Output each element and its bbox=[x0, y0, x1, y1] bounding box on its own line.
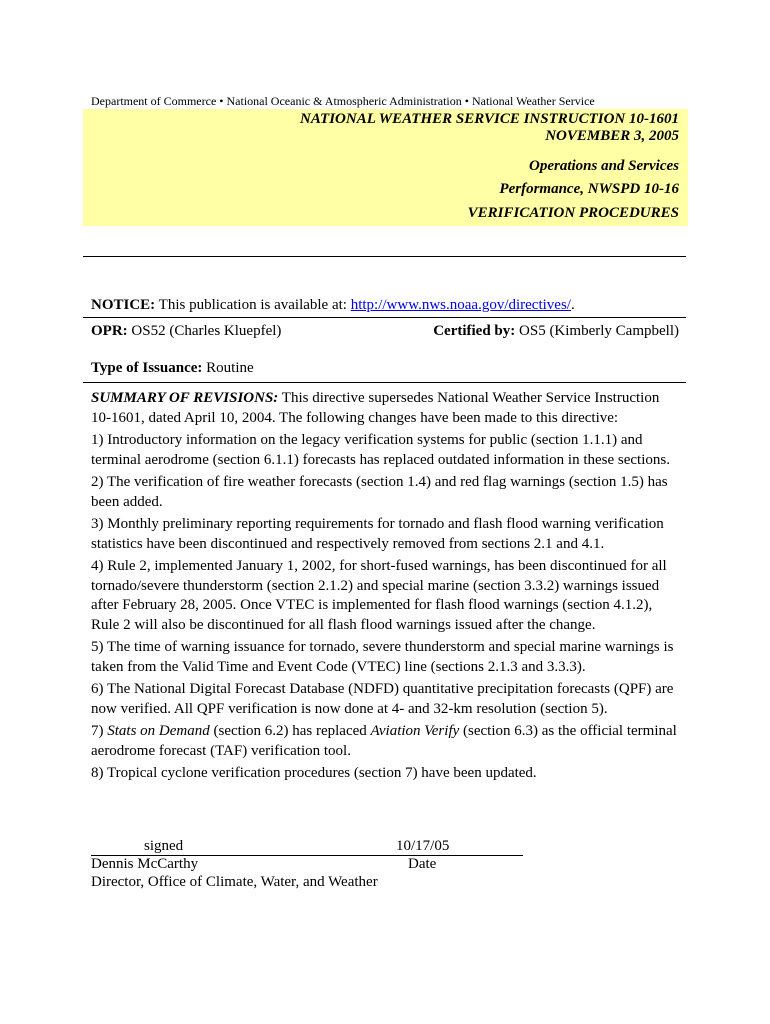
revision-item: 7) Stats on Demand (section 6.2) has replaced Aviation Verify (section 6.3) as the official terminal aerodrome forecast (TAF) verification tool. bbox=[91, 723, 677, 759]
policy-directive: Performance, NWSPD 10-16 bbox=[499, 181, 679, 197]
issuance-line bbox=[91, 360, 254, 377]
notice-label: NOTICE: bbox=[91, 297, 156, 313]
notice-text: This publication is available at: bbox=[158, 297, 347, 313]
date-label: Date bbox=[408, 856, 437, 872]
revision-item: 1) Introductory information on the legacy verification systems for public (section 1.1.1) and terminal aerodrome (section 6.1.1) forecasts has replaced outdated information in these sections. bbox=[91, 432, 670, 468]
revision-item: 2) The verification of fire weather forecasts (section 1.4) and red flag warnings (section 1.5) has been added. bbox=[91, 474, 668, 510]
title-banner bbox=[83, 109, 688, 226]
department-line: Department of Commerce • National Oceanic & Atmospheric Administration • National Weather Service bbox=[91, 94, 595, 108]
signature-line bbox=[91, 837, 316, 856]
signer-title: Director, Office of Climate, Water, and Weather bbox=[91, 874, 378, 890]
instruction-date: NOVEMBER 3, 2005 bbox=[545, 128, 679, 144]
certified-value: OS5 (Kimberly Campbell) bbox=[519, 323, 679, 339]
directives-link[interactable]: http://www.nws.noaa.gov/directives/ bbox=[350, 297, 571, 313]
signed-text: signed bbox=[144, 838, 184, 854]
opr-value: OS52 (Charles Kluepfel) bbox=[131, 323, 282, 339]
summary-intro-text: This directive supersedes National Weather Service Instruction 10-1601, dated April 10, 2004. The following changes have been made to this directive: bbox=[91, 390, 660, 426]
revision-item: 5) The time of warning issuance for tornado, severe thunderstorm and special marine warnings is taken from the Valid Time and Event Code (VTEC) line (sections 2.1.3 and 3.3.3). bbox=[91, 639, 674, 675]
certified-label: Certified by: bbox=[433, 323, 516, 339]
issuance-label: Type of Issuance: bbox=[91, 360, 203, 376]
signer-name: Dennis McCarthy bbox=[91, 856, 199, 872]
header-divider bbox=[83, 256, 686, 257]
aviation-verify: Aviation Verify bbox=[370, 723, 460, 739]
notice-divider bbox=[83, 317, 686, 318]
issuance-divider bbox=[83, 382, 686, 383]
revision-item: 3) Monthly preliminary reporting requirements for tornado and flash flood warning verification statistics have been discontinued and respectively removed from sections 2.1 and 4.1. bbox=[91, 516, 664, 552]
summary-of-revisions bbox=[91, 389, 681, 787]
opr-line bbox=[91, 323, 281, 340]
certified-line bbox=[433, 323, 679, 340]
revision-item: 8) Tropical cyclone verification procedures (section 7) have been updated. bbox=[91, 765, 537, 781]
notice-trailing: . bbox=[570, 297, 575, 313]
document-title: VERIFICATION PROCEDURES bbox=[467, 205, 679, 221]
summary-intro bbox=[91, 389, 681, 428]
notice-line bbox=[91, 297, 575, 314]
summary-label: SUMMARY OF REVISIONS: bbox=[91, 390, 279, 406]
opr-label: OPR: bbox=[91, 323, 128, 339]
issuance-value: Routine bbox=[206, 360, 254, 376]
revision-item: 6) The National Digital Forecast Database (NDFD) quantitative precipitation forecasts (QPF) are now verified. All QPF verification is now done at 4- and 32-km resolution (section 5). bbox=[91, 681, 674, 717]
date-line bbox=[316, 837, 523, 856]
stats-on-demand: Stats on Demand bbox=[107, 723, 210, 739]
series-name: Operations and Services bbox=[529, 158, 679, 174]
signed-date: 10/17/05 bbox=[396, 838, 450, 854]
revision-item: 4) Rule 2, implemented January 1, 2002, for short-fused warnings, has been discontinued for all tornado/severe thunderstorm (section 2.1.2) and special marine (section 3.3.2) warnings issued after February 28, 2005. Once VTEC is implemented for flash flood warnings (section 4.1.2), Rule 2 will also be discontinued for all flash flood warnings issued after the change. bbox=[91, 558, 667, 633]
instruction-number: NATIONAL WEATHER SERVICE INSTRUCTION 10-1601 bbox=[300, 111, 679, 127]
